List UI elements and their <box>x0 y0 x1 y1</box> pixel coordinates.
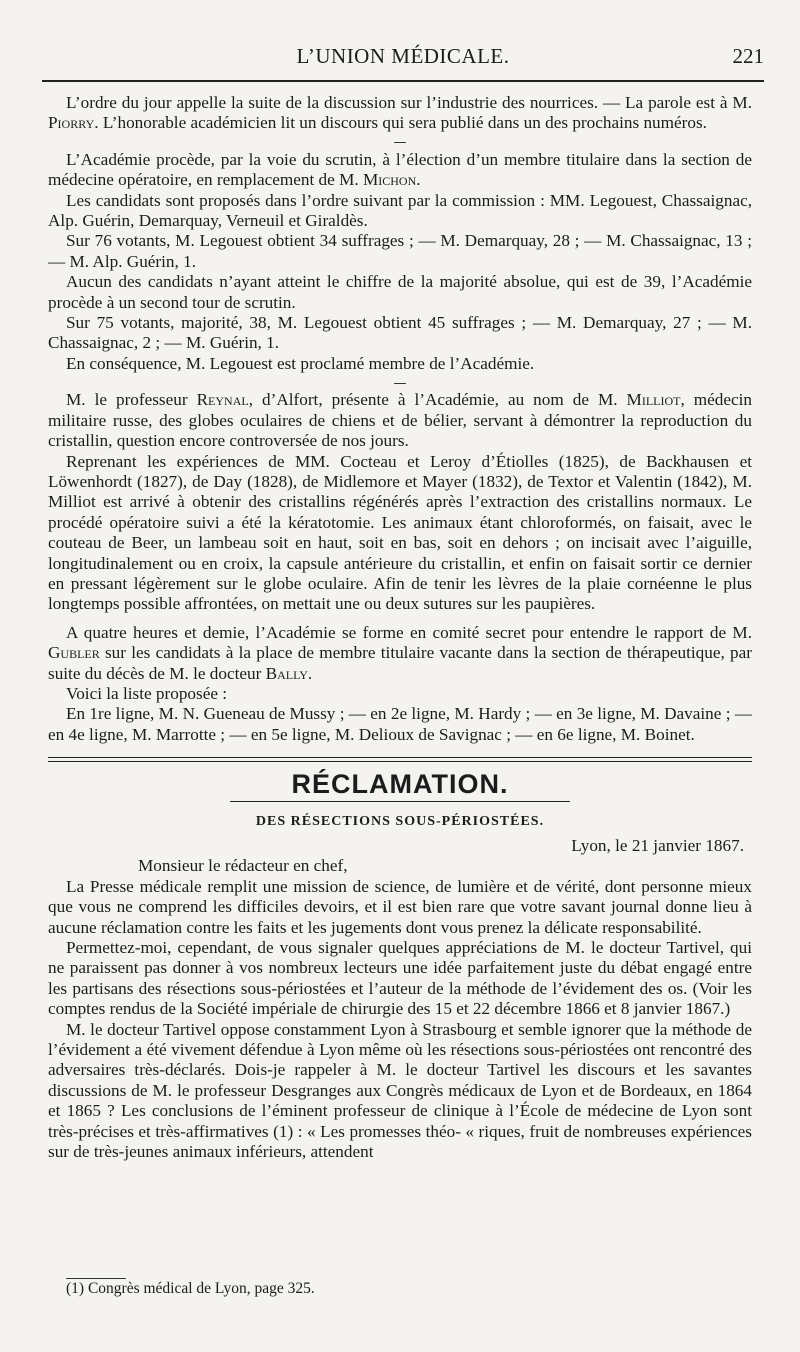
paragraph-secret-committee <box>48 623 752 684</box>
paragraph-text: , d’Alfort, présente à l’Académie, au nom de M. <box>248 390 627 410</box>
letter-paragraph-3: M. le docteur Tartivel oppose constamment Lyon à Strasbourg et semble ignorer que la méthode de l’évidement a été vivement défendue à Lyon même où les résections sous-périostées ont rencontré des adversaires très-déclarés. Dois-je rappeler à M. le docteur Tartivel les discours et les savantes discussions de M. le professeur Desgranges aux Congrès médicaux de Lyon et de Bordeaux, en 1864 et 1865 ? Les conclusions de l’éminent professeur de clinique à l’École de médecine de Lyon sont très-précises et très-affirmatives (1) : « Les promesses théo- « riques, fruit de nombreuses expériences sur de très-jeunes animaux inférieurs, attendent <box>48 1019 752 1162</box>
paragraph-text: . <box>416 170 421 190</box>
paragraph-majority: Aucun des candidats n’ayant atteint le chiffre de la majorité absolue, qui est de 39, l’Académie procède à un second tour de scrutin. <box>48 272 752 312</box>
paragraph-experiments: Reprenant les expériences de MM. Cocteau et Leroy d’Étiolles (1825), de Backhausen et Löwenhordt (1827), de Day (1828), de Midlemore et Mayer (1832), de Textor et Valentin (1842), M. Milliot est arrivé à obtenir des cristallins régénérés après l’extraction des cristallins normaux. Le procédé opératoire suivi a été la kératotomie. Les animaux étant chloroformés, on faisait, avec le couteau de Beer, un lambeau soit en haut, soit en bas, soit en dehors ; on incisait avec l’aiguille, longitudinalement ou en croix, la capsule antérieure du cristallin, et enfin on faisait sortir ce dernier en pressant légèrement sur le globe oculaire. Afin de tenir les lèvres de la plaie cornéenne le plus longtemps possible affrontées, on mettait une ou deux sutures sur les paupières. <box>48 451 752 614</box>
paragraph-text: A quatre heures et demie, l’Académie se forme en comité secret pour entendre le rapport de M. <box>66 622 752 642</box>
paragraph-text: , médecin militaire russe, des globes oculaires de chiens et de bélier, servant à démontrer la reproduction du cristallin, question encore controversée de nos jours. <box>48 390 752 451</box>
page-number: 221 <box>732 44 764 68</box>
name-michon: Michon <box>362 170 417 190</box>
name-milliot: Milliot <box>626 390 681 410</box>
paragraph-candidates: Les candidats sont proposés dans l’ordre suivant par la commission : MM. Legouest, Chassaignac, Alp. Guérin, Demarquay, Verneuil et Giraldès. <box>48 190 752 231</box>
section-title: RÉCLAMATION. <box>291 769 509 800</box>
running-title: L’UNION MÉDICALE. <box>296 44 510 68</box>
paragraph-list-intro: Voici la liste proposée : <box>66 683 228 703</box>
letter-dateline: Lyon, le 21 janvier 1867. <box>571 836 744 855</box>
paragraph-proclamation: En conséquence, M. Legouest est proclamé membre de l’Académie. <box>66 353 535 373</box>
separator-dash <box>48 134 752 150</box>
paragraph-reynal <box>48 390 752 451</box>
letter-salutation: Monsieur le rédacteur en chef, <box>138 856 348 876</box>
paragraph-text: M. le professeur <box>66 390 197 410</box>
section-double-rule <box>48 757 752 762</box>
paragraph-first-vote: Sur 76 votants, M. Legouest obtient 34 suffrages ; — M. Demarquay, 28 ; — M. Chassaignac, 13 ; — M. Alp. Guérin, 1. <box>48 231 752 271</box>
name-bally: Bally <box>265 663 308 683</box>
name-gubler: Gubler <box>48 643 100 663</box>
name-reynal: Reynal <box>196 390 249 410</box>
paragraph-text: L’ordre du jour appelle la suite de la discussion sur l’industrie des nourrices. — La parole est à M. <box>66 93 752 112</box>
paragraph-election <box>48 150 752 191</box>
footnote-text: (1) Congrès médical de Lyon, page 325. <box>66 1280 315 1297</box>
letter-paragraph-1: La Presse médicale remplit une mission de science, de lumière et de vérité, dont personne mieux que vous ne comprend les difficiles devoirs, et il est bien rare que votre savant journal donne lieu à aucune réclamation contre les faits et les jugements dont vous prenez la délicate responsabilité. <box>48 876 752 937</box>
section-title-rule <box>230 801 570 802</box>
paragraph-candidate-list: En 1re ligne, M. N. Gueneau de Mussy ; — en 2e ligne, M. Hardy ; — en 3e ligne, M. Davaine ; — en 4e ligne, M. Marrotte ; — en 5e ligne, M. Delioux de Savignac ; — en 6e ligne, M. Boinet. <box>48 704 752 744</box>
header-rule <box>42 80 764 82</box>
page-header <box>42 44 764 74</box>
paragraph-text: . <box>307 663 313 683</box>
section-subtitle: DES RÉSECTIONS SOUS-PÉRIOSTÉES. <box>255 813 545 829</box>
letter-paragraph-2: Permettez-moi, cependant, de vous signaler quelques appréciations de M. le docteur Tartivel, qui ne paraissent pas donner à vos nombreux lecteurs une idée parfaitement juste du débat engagé entre les partisans des résections sous-périostées et l’auteur de la méthode de l’évidement des os. (Voir les comptes rendus de la Société impériale de chirurgie des 15 et 22 décembre 1866 et 8 janvier 1867.) <box>48 938 752 1019</box>
paragraph-text: sur les candidats à la place de membre titulaire vacante dans la section de thérapeutique, par suite du décès de M. le docteur <box>48 643 752 683</box>
paragraph-second-vote: Sur 75 votants, majorité, 38, M. Legouest obtient 45 suffrages ; — M. Demarquay, 27 ; — M. Chassaignac, 2 ; — M. Guérin, 1. <box>48 313 752 353</box>
separator-dash <box>48 374 752 390</box>
paragraph-order-of-day <box>48 93 752 134</box>
paragraph-text: L’Académie procède, par la voie du scrutin, à l’élection d’un membre titulaire dans la section de médecine opératoire, en remplacement de M. <box>48 149 752 190</box>
name-piorry: Piorry <box>48 113 95 133</box>
paragraph-text: . L’honorable académicien lit un discours qui sera publié dans un des prochains numéros. <box>94 113 707 133</box>
body-text <box>48 93 752 1163</box>
footnote <box>66 1278 756 1299</box>
